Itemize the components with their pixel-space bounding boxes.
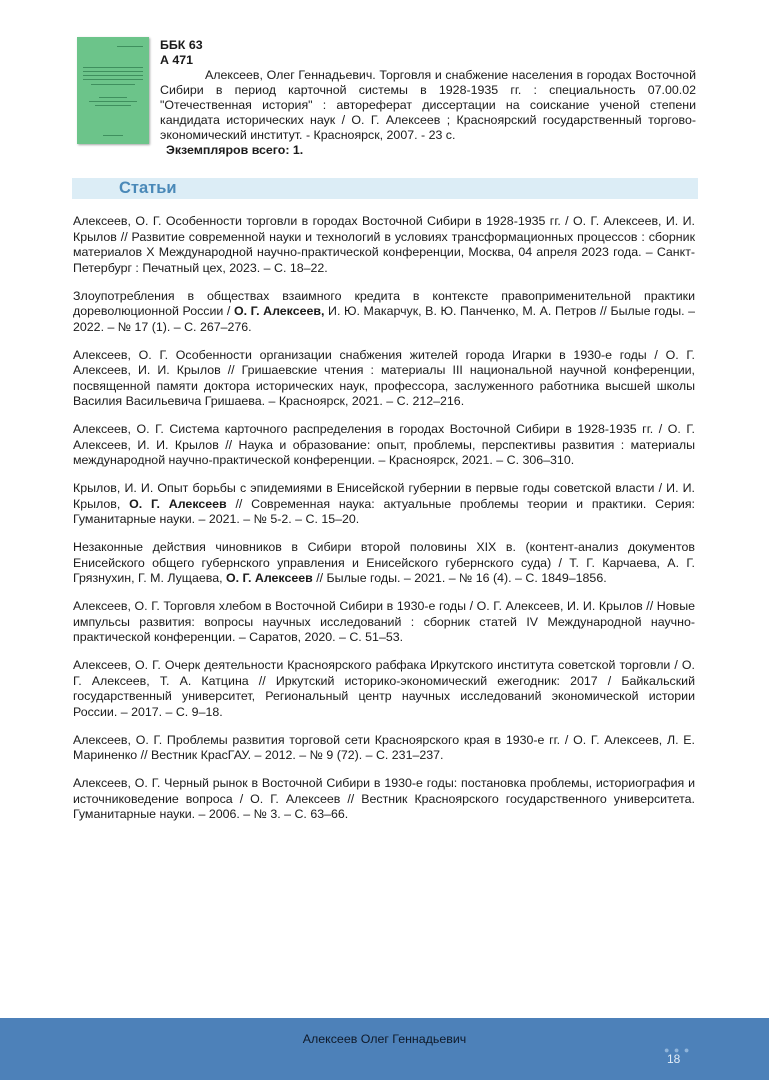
- article-entry: Алексеев, О. Г. Проблемы развития торговой сети Красноярского края в 1930-е гг. / О. Г. Алексеев, Л. Е. Мариненко // Вестник КрасГАУ. – 2012. – № 9 (72). – С. 231–237.: [73, 732, 695, 762]
- dots-icon: ● ● ●: [664, 1045, 691, 1055]
- page-footer: [0, 1018, 769, 1080]
- article-entry: Злоупотребления в обществах взаимного кредита в контексте правоприменительной практики дореволюционной России / О. Г. Алексеев, И. Ю. Макарчук, В. Ю. Панченко, М. А. Петров // Былые годы. – 2022. – № 17 (1). – С. 267–276.: [73, 288, 696, 334]
- article-entry: Алексеев, О. Г. Особенности организации снабжения жителей города Игарки в 1930-е годы / О. Г. Алексеев, И. И. Крылов // Гришаевские чтения : материалы III национальной научной конференции, посвященной памяти доктора исторических наук, профессора, заслуженного работника высшей школы Василия Васильевича Гришаева. – Красноярск, 2021. – С. 212–216.: [73, 347, 695, 408]
- section-title: Статьи: [119, 179, 177, 197]
- book-description: Алексеев, Олег Геннадьевич. Торговля и снабжение населения в городах Восточной Сибири в период карточной системы в 1928-1935 гг. : специальность 07.00.02 "Отечественная история" : автореферат диссертации на соискание ученой степени кандидата исторических наук / О. Г. Алексеев ; Красноярский государственный торгово-экономический институт. - Красноярск, 2007. - 23 с.: [160, 68, 696, 142]
- article-entry: Алексеев, О. Г. Особенности торговли в городах Восточной Сибири в 1928-1935 гг. / О. Г. Алексеев, И. И. Крылов // Развитие современной науки и технологий в условиях трансформационных процессов : сборник материалов X Международной научно-практической конференции, Москва, 04 апреля 2023 года. – Санкт-Петербург : Печатный цех, 2023. – С. 18–22.: [73, 214, 695, 275]
- bbk-code: ББК 63: [160, 38, 203, 52]
- article-entry: Алексеев, О. Г. Система карточного распределения в городах Восточной Сибири в 1928-1935 гг. / О. Г. Алексеев, И. И. Крылов // Наука и образование: опыт, проблемы, перспективы развития : материалы международной научно-практической конференции. – Красноярск, 2021. – С. 306–310.: [73, 422, 695, 467]
- page-number: 18: [667, 1052, 681, 1066]
- book-cover-thumbnail: [77, 37, 149, 144]
- article-entry: Незаконные действия чиновников в Сибири второй половины XIX в. (контент-анализ документов Енисейского общего губернского управления и Енисейского губернского суда) / Т. Г. Карчаева, А. Г. Грязнухин, Г. М. Лущаева, О. Г. Алексеев // Былые годы. – 2021. – № 16 (4). – С. 1849–1856.: [73, 540, 695, 585]
- article-entry: Алексеев, О. Г. Черный рынок в Восточной Сибири в 1930-е годы: постановка проблемы, историография и источниковедение вопроса / О. Г. Алексеев // Вестник Красноярского государственного университета. Гуманитарные науки. – 2006. – № 3. – С. 63–66.: [73, 776, 695, 821]
- book-record: [160, 38, 696, 158]
- footer-author-name: Алексеев Олег Геннадьевич: [302, 1032, 467, 1046]
- articles-list: [73, 214, 695, 835]
- article-entry: Алексеев, О. Г. Торговля хлебом в Восточной Сибири в 1930-е годы / О. Г. Алексеев, И. И. Крылов // Новые импульсы развития: вопросы научных исследований : сборник статей IV Международной научно-практической конференции. – Саратов, 2020. – С. 51–53.: [73, 599, 695, 644]
- article-entry: Алексеев, О. Г. Очерк деятельности Красноярского рабфака Иркутского института советской торговли / О. Г. Алексеев, Т. А. Катцина // Иркутский историко-экономический ежегодник: 2017 / Байкальский государственный университет, Региональный центр научных исследований экономической истории России. – 2017. – С. 9–18.: [73, 658, 695, 719]
- author-code: А 471: [160, 53, 194, 67]
- copies-count: Экземпляров всего: 1.: [166, 143, 304, 157]
- section-header: [72, 178, 698, 199]
- article-entry: Крылов, И. И. Опыт борьбы с эпидемиями в Енисейской губернии в первые годы советской власти / И. И. Крылов, О. Г. Алексеев // Современная наука: актуальные проблемы теории и практики. Серия: Гуманитарные науки. – 2021. – № 5-2. – С. 15–20.: [73, 481, 695, 526]
